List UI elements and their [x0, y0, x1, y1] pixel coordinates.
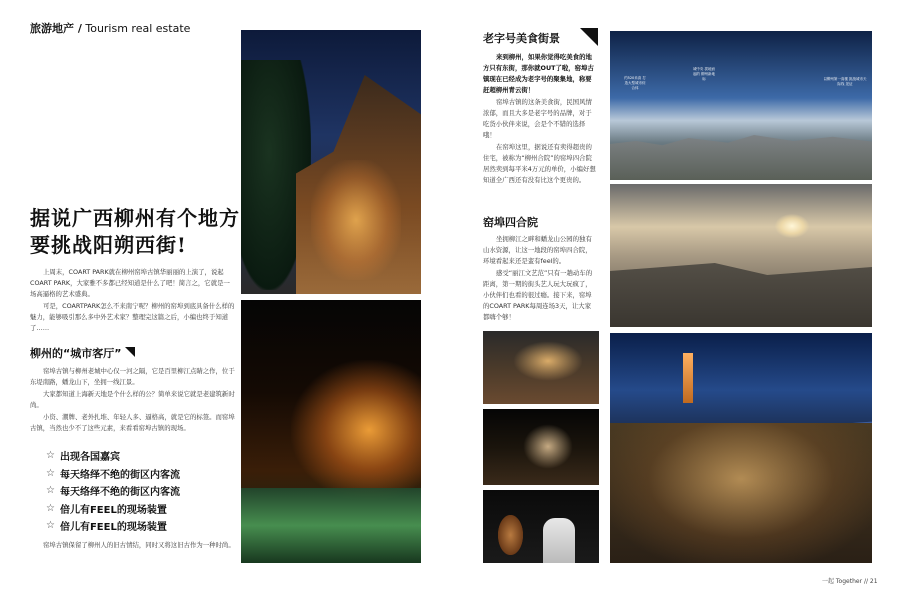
list-item: [46, 517, 180, 535]
page-footer: 一起 Together // 21: [822, 578, 878, 585]
photo-night-riverside-street: [241, 300, 421, 563]
section1-text: [30, 366, 235, 435]
section-tag-en: Tourism real estate: [85, 22, 191, 35]
setting-sun: [775, 214, 809, 238]
intro-text: [30, 267, 235, 335]
closing-text: [30, 540, 235, 552]
section2-text: [483, 52, 597, 187]
panorama-callout: 以柳州第一高楼 挑战城市天际线 见证: [823, 77, 867, 86]
list-item-label: 每天络绎不绝的街区内客流: [59, 487, 180, 499]
photo-dancing-crowd: [483, 409, 599, 485]
section-tag-zh: 旅游地产 /: [30, 22, 82, 35]
lit-skyscraper: [683, 353, 693, 403]
star-outline-icon: ☆: [46, 502, 55, 514]
list-item-label: 每天络绎不绝的街区内客流: [59, 469, 180, 481]
subhead-label: 老字号美食街景: [483, 32, 560, 45]
photo-city-panorama: [610, 31, 872, 180]
restaurant-light: [513, 341, 583, 381]
list-item-label: 倍儿有FEEL的现场装置: [59, 504, 167, 516]
panorama-callout: 约520米高 打造大型城市综合体: [624, 76, 646, 90]
list-item: [46, 447, 180, 465]
section1-paragraph: 大家都知道上海新天地是个什么样的公？简单来说它就是老建筑新时尚。: [30, 390, 235, 409]
photo-restaurant-crowd: [483, 331, 599, 404]
photo-lit-pagoda-building: [241, 30, 421, 294]
photo-street-musicians: [483, 490, 599, 563]
subhead-food-street: [483, 30, 598, 46]
closing-paragraph: 窑埠古镇保留了柳州人的旧古情结，同时又将这旧古作为一种时尚。: [43, 541, 235, 549]
section2-paragraph: 在窑埠这里，据说还有卖得超贵的住宅，被称为“柳州合院”的窑埠四合院居然卖到每平米4万元的单价，小编好想知道全广西还有没有比这个更贵的。: [483, 143, 596, 184]
lit-old-town: [610, 423, 872, 563]
section1-paragraph: 窑埠古镇与柳州老城中心仅一河之隔，它是百里柳江点睛之作，位于东堤南路，蟠龙山下，坐拥一线江景。: [30, 367, 235, 386]
star-outline-icon: ☆: [46, 450, 55, 462]
star-outline-icon: ☆: [46, 485, 55, 497]
photo-night-aerial-town: [610, 333, 872, 563]
article-headline: 据说广西柳州有个地方要挑战阳朔西街!: [30, 206, 240, 257]
section3-text: [483, 234, 597, 324]
lit-canal: [241, 488, 421, 563]
panorama-callout: 城中央 拔地而起的 柳州新地标: [692, 67, 716, 81]
intro-paragraph: 上周末，COART PARK就在柳州窑埠古镇华丽丽的上演了，说起COART PARK，大家雅不多都已经知道是什么了吧！简言之，它就是一场高逼格的艺术盛典。: [30, 268, 230, 298]
star-outline-icon: ☆: [46, 467, 55, 479]
section2-paragraph: 窑埠古镇的这条美食街，民国风情浓郁，而且大多是老字号的品牌，对于吃货小伙伴来说，会是个不错的选择哦！: [483, 98, 592, 139]
subhead-label: 柳州的“城市客厅”: [30, 347, 122, 360]
guitar: [498, 515, 523, 555]
section1-paragraph: 小资、潮牌、老外扎堆、年轻人多、逼格高，就是它的标签。而窑埠古镇，当然也少不了这些元素，来看看窑埠古镇的现场。: [30, 413, 235, 432]
list-item: [46, 500, 180, 518]
list-item-label: 出现各国嘉宾: [59, 452, 120, 464]
city-skyline: [610, 120, 872, 180]
corner-triangle-icon: [125, 347, 135, 357]
subhead-label: 窑埠四合院: [483, 216, 538, 229]
performer: [543, 518, 575, 563]
section3-paragraph: 坐拥柳江之畔和蟠龙山公园的独有山水资源，让这一地段的窑埠四合院，环境看起来还是蛮有feel的。: [483, 235, 592, 265]
section2-lead: 来到柳州，如果你觉得吃美食的地方只有东街，那你就OUT了啦，窑埠古镇现在已经成为老字号的聚集地，称要赶超柳州青云街！: [483, 53, 594, 94]
subhead-city-lounge: [30, 345, 135, 361]
list-item: [46, 465, 180, 483]
photo-riverside-sunset: [610, 184, 872, 327]
subhead-courtyard: [483, 214, 538, 230]
list-item-label: 倍儿有FEEL的现场装置: [59, 522, 167, 534]
lantern-lights: [291, 360, 421, 500]
corner-triangle-icon: [580, 28, 598, 46]
section3-paragraph: 感受“丽江文艺范”只有一趟动车的距离，第一期的街头艺人玩大玩疯了，小伙伴们也看的很过瘾。接下来，窑埠的COART PARK每周连场3天，让大家都嗨个够！: [483, 269, 593, 321]
highlights-list: [46, 447, 180, 535]
intro-paragraph: 可是，COARTPARK怎么不来南宁呢？柳州的窑埠到底具备什么样的魅力，能够吸引那么多中外艺术家？整理完这篇之后，小编也终于知道了……: [30, 302, 235, 332]
star-outline-icon: ☆: [46, 520, 55, 532]
stage-light: [523, 424, 573, 469]
list-item: [46, 482, 180, 500]
light-glow: [311, 160, 401, 280]
section-tag: [30, 20, 190, 36]
old-town-roofs: [610, 247, 872, 327]
